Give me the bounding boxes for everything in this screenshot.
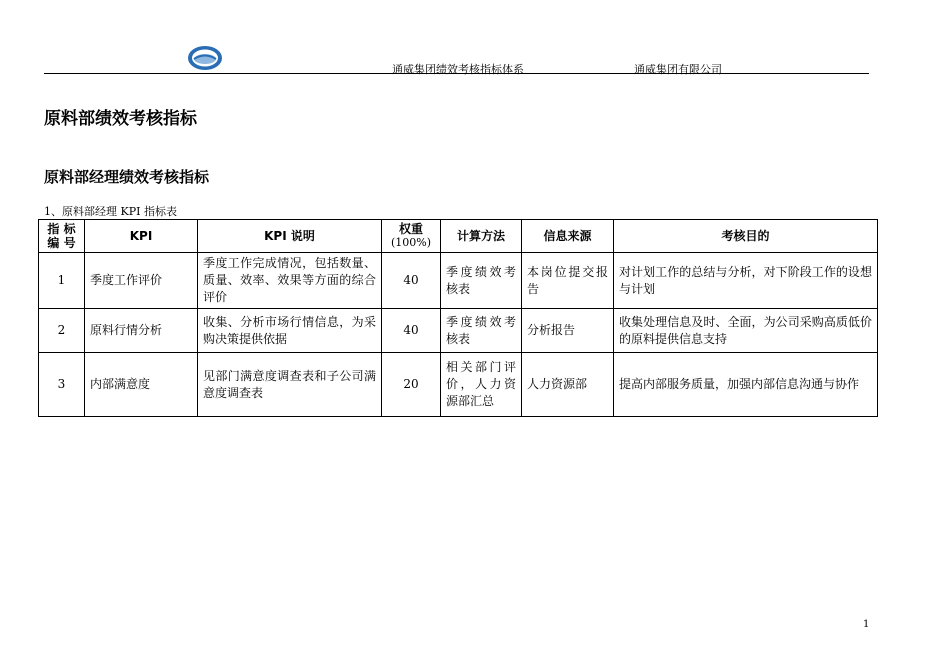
cell-source: 分析报告 [522,309,614,353]
header-kpi-desc: KPI 说明 [198,220,382,253]
header-divider [44,73,869,74]
table-row [39,309,878,353]
cell-weight: 40 [382,309,441,353]
header-kpi: KPI [85,220,198,253]
cell-weight: 40 [382,253,441,309]
cell-desc: 收集、分析市场行情信息，为采购决策提供依据 [198,309,382,353]
cell-kpi: 季度工作评价 [85,253,198,309]
table-caption: 1、原料部经理 KPI 指标表 [44,205,177,218]
cell-method: 相关部门评价，人力资源部汇总 [441,353,522,417]
cell-method: 季度绩效考核表 [441,253,522,309]
page-subtitle: 原料部经理绩效考核指标 [44,168,210,186]
cell-purpose: 提高内部服务质量，加强内部信息沟通与协作 [614,353,878,417]
header-index: 指 标 编 号 [39,220,85,253]
page-number: 1 [863,619,870,630]
table-row [39,253,878,309]
cell-no: 1 [39,253,85,309]
header-source: 信息来源 [522,220,614,253]
header-purpose: 考核目的 [614,220,878,253]
cell-purpose: 对计划工作的总结与分析，对下阶段工作的设想与计划 [614,253,878,309]
header-weight: 权重 (100%) [382,220,441,253]
cell-desc: 见部门满意度调查表和子公司满意度调查表 [198,353,382,417]
table-header-row [39,220,878,253]
header-method: 计算方法 [441,220,522,253]
kpi-table [38,219,878,417]
company-logo-icon [186,44,224,72]
cell-source: 人力资源部 [522,353,614,417]
header-company: 通威集团有限公司 [634,63,722,76]
cell-desc: 季度工作完成情况，包括数量、质量、效率、效果等方面的综合评价 [198,253,382,309]
cell-source: 本岗位提交报告 [522,253,614,309]
page-title: 原料部绩效考核指标 [44,109,197,129]
cell-method: 季度绩效考核表 [441,309,522,353]
table-row [39,353,878,417]
cell-weight: 20 [382,353,441,417]
cell-purpose: 收集处理信息及时、全面，为公司采购高质低价的原料提供信息支持 [614,309,878,353]
cell-kpi: 内部满意度 [85,353,198,417]
cell-no: 3 [39,353,85,417]
header-doc-system: 通威集团绩效考核指标体系 [392,63,524,76]
cell-no: 2 [39,309,85,353]
cell-kpi: 原料行情分析 [85,309,198,353]
